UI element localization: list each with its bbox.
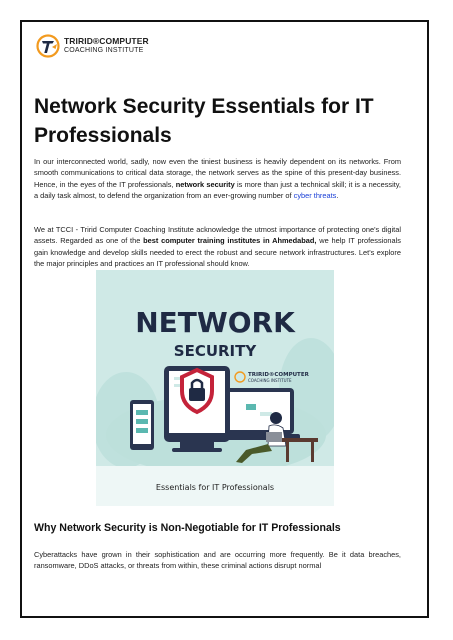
brand-subtitle: COACHING INSTITUTE: [64, 47, 144, 54]
tcci-text-2: we help IT professionals gain knowledge and develop skills needed to erect the robust and secure network infrastructures. Let's explore the major principles and practices an IT professional should know.: [34, 236, 401, 268]
intro-paragraph: [34, 156, 401, 201]
hero-logo-subtitle: COACHING INSTITUTE: [248, 378, 292, 383]
person-icon: [270, 412, 282, 424]
hero-logo-name: TRIRID®COMPUTER: [248, 372, 309, 378]
tcci-paragraph: [34, 224, 401, 269]
hero-headline-network: NETWORK: [135, 306, 295, 339]
hero-headline-security: SECURITY: [173, 342, 257, 360]
hero-image: [96, 270, 334, 506]
tcci-text-1: We at TCCI - Tririd Computer Coaching Institute acknowledge the utmost importance of protecting one's digital assets. Regarded as one of the: [34, 225, 401, 246]
cyberattacks-paragraph: Cyberattacks have grown in their sophistication and are occurring more frequently. Be it data breaches, ransomware, DDoS attacks, or threats from within, these criminal actions disrupt normal: [34, 550, 401, 571]
intro-text-3: .: [336, 190, 339, 200]
cyber-threats-link[interactable]: cyber threats: [293, 190, 337, 200]
tririd-logo-icon: [36, 34, 60, 58]
intro-bold-network-security: network security: [175, 179, 235, 189]
hero-caption: Essentials for IT Professionals: [155, 483, 275, 492]
padlock-icon: [189, 388, 205, 401]
brand-name: TRIRID®COMPUTER: [64, 36, 149, 46]
tcci-bold-institutes: best computer training institutes in Ahmedabad,: [143, 236, 317, 246]
section-heading: Why Network Security is Non-Negotiable for IT Professionals: [34, 522, 341, 534]
page-title: Network Security Essentials for IT Professionals: [34, 95, 374, 147]
intro-text-1: In our interconnected world, sadly, now even the tiniest business is heavily dependent on its networks. From smooth communications to critical data storage, the network serves as the spine of this present-day business. Hence, in the eyes of the IT professionals,: [34, 157, 401, 189]
intro-text-2: is more than just a technical skill; it is a necessity, a daily task almost, to defend the organization from an ever-growing number of: [34, 179, 401, 200]
brand-logo[interactable]: [36, 34, 149, 58]
